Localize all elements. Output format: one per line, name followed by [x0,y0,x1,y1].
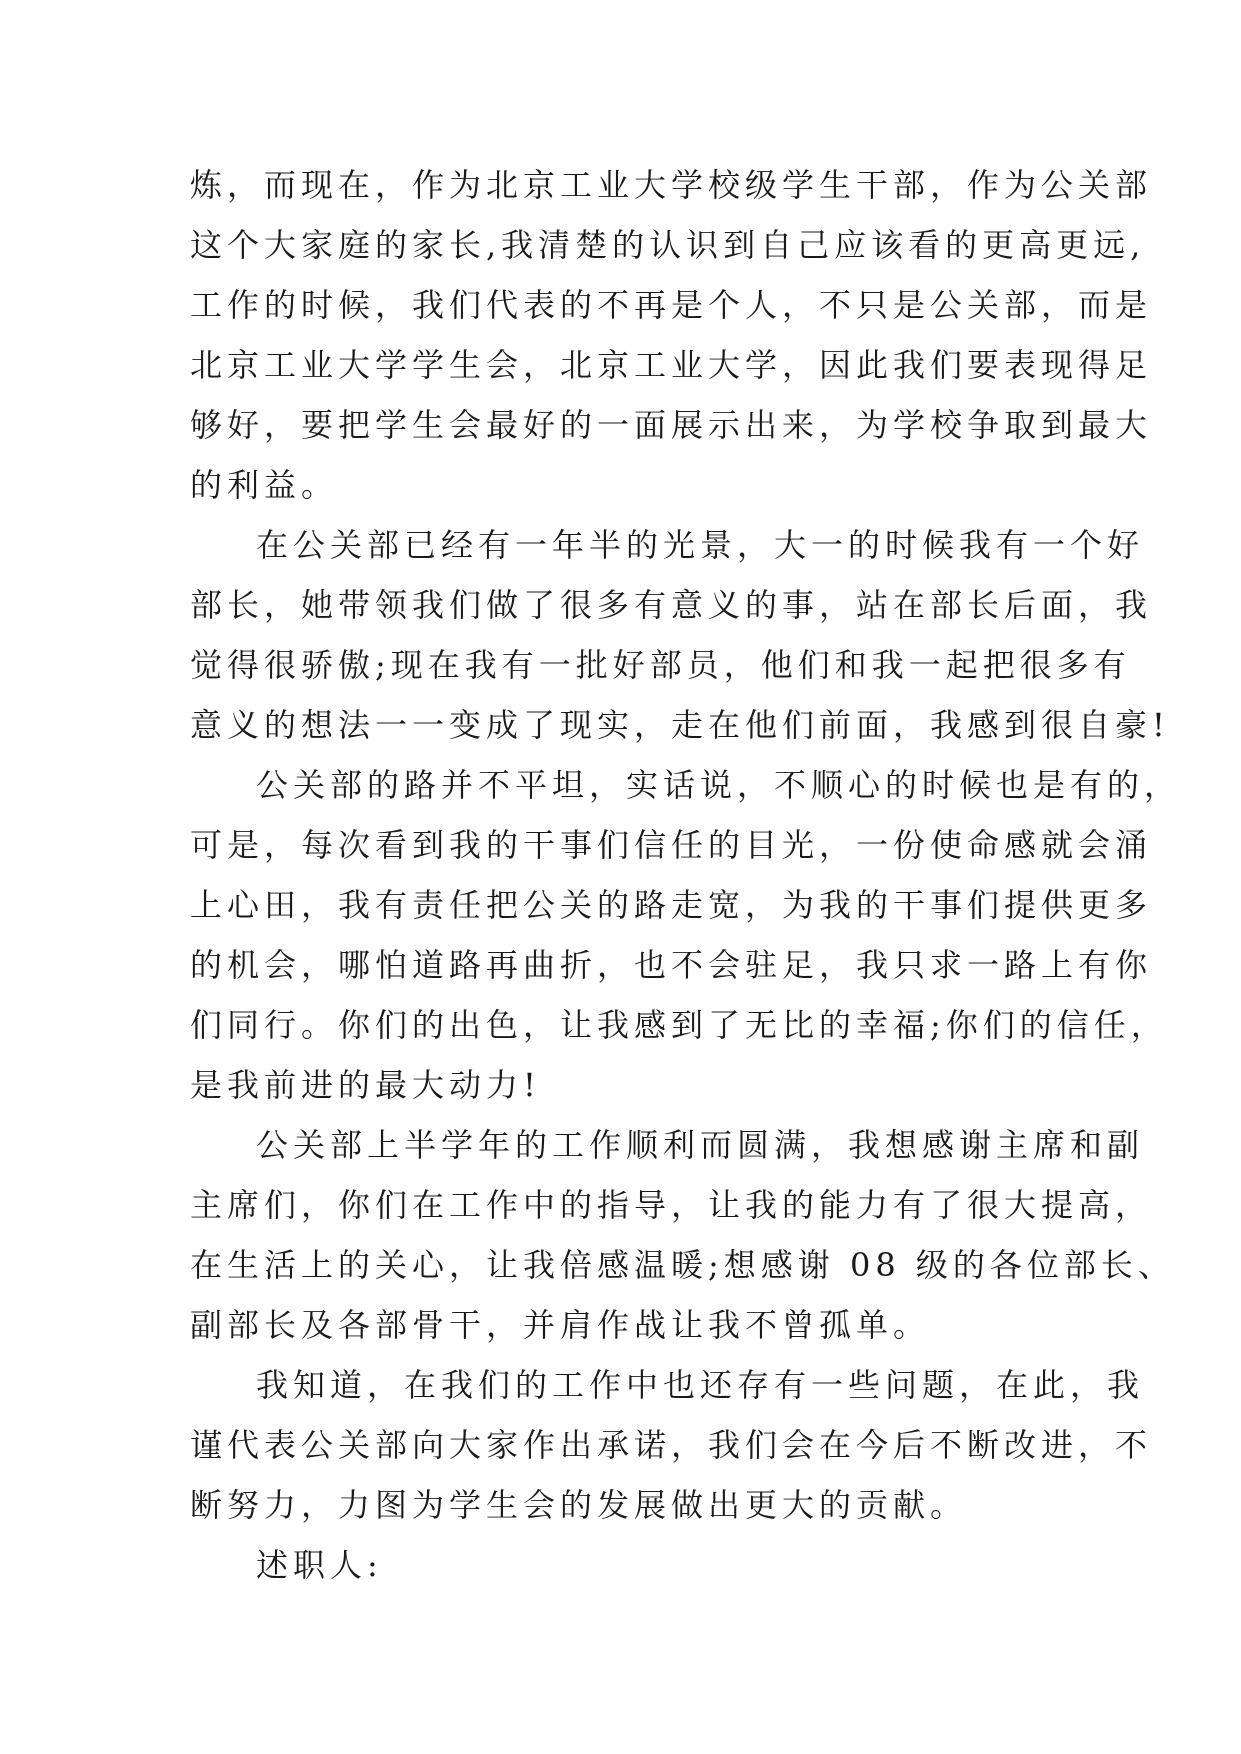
text-line: 断努力，力图为学生会的发展做出更大的贡献。 [190,1486,968,1524]
text-line: 工作的时候，我们代表的不再是个人，不只是公关部，而是 [190,286,1153,324]
document-body [190,155,1182,1595]
text-line: 这个大家庭的家长,我清楚的认识到自己应该看的更高更远, [190,226,1146,264]
paragraph-start-line: 公关部上半学年的工作顺利而圆满，我想感谢主席和副 [256,1126,1145,1164]
signature-label: 述职人: [256,1546,383,1584]
text-line: 够好，要把学生会最好的一面展示出来，为学校争取到最大 [190,406,1153,444]
text-line: 炼，而现在，作为北京工业大学校级学生干部，作为公关部 [190,166,1153,204]
text-line: 部长，她带领我们做了很多有意义的事，站在部长后面，我 [190,586,1153,624]
paragraph-start-line: 在公关部已经有一年半的光景，大一的时候我有一个好 [256,526,1145,564]
text-line: 们同行。你们的出色，让我感到了无比的幸福;你们的信任， [190,1006,1168,1044]
text-line: 在生活上的关心，让我倍感温暖;想感谢 08 级的各位部长、 [190,1246,1175,1284]
paragraph-start-line: 公关部的路并不平坦，实话说，不顺心的时候也是有的， [256,766,1182,804]
paragraph-start-line: 我知道，在我们的工作中也还存有一些问题，在此，我 [256,1366,1145,1404]
text-line: 副部长及各部骨干，并肩作战让我不曾孤单。 [190,1306,931,1344]
text-line: 谨代表公关部向大家作出承诺，我们会在今后不断改进，不 [190,1426,1153,1464]
text-line: 主席们，你们在工作中的指导，让我的能力有了很大提高， [190,1186,1153,1224]
text-line: 是我前进的最大动力! [190,1066,541,1104]
text-line: 意义的想法一一变成了现实，走在他们前面，我感到很自豪! [190,706,1170,744]
text-line: 的利益。 [190,466,339,504]
text-line: 的机会，哪怕道路再曲折，也不会驻足，我只求一路上有你 [190,946,1153,984]
text-line: 觉得很骄傲;现在我有一批好部员，他们和我一起把很多有 [190,646,1131,684]
text-line: 北京工业大学学生会，北京工业大学，因此我们要表现得足 [190,346,1153,384]
text-line: 可是，每次看到我的干事们信任的目光，一份使命感就会涌 [190,826,1153,864]
text-line: 上心田，我有责任把公关的路走宽，为我的干事们提供更多 [190,886,1153,924]
